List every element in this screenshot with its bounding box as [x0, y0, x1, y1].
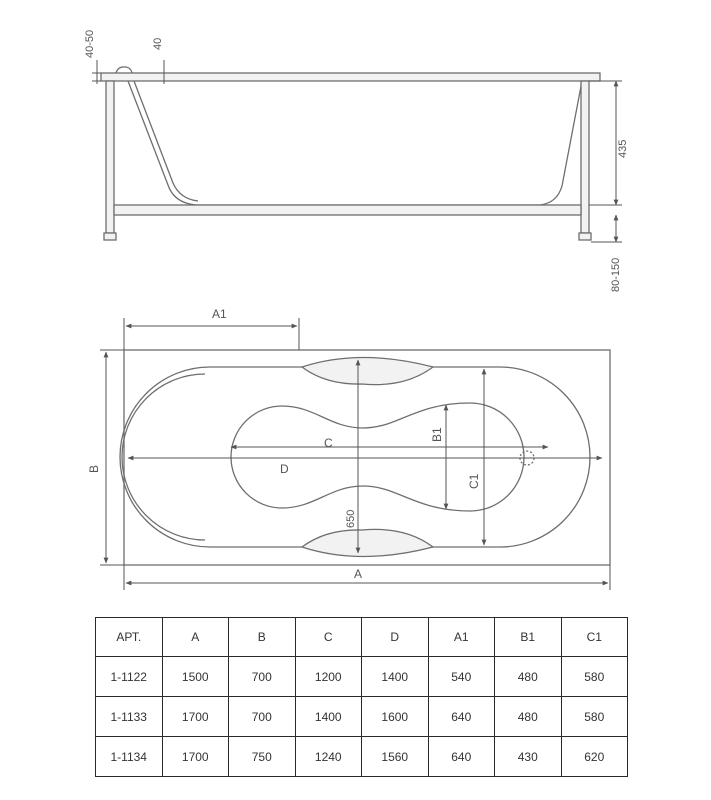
- frame-bar: [114, 205, 581, 215]
- table-cell: 580: [561, 697, 628, 737]
- dim-depth: 435: [617, 139, 629, 158]
- header-cell: A: [162, 618, 229, 657]
- table-cell: 540: [428, 657, 495, 697]
- inner-bottom-contour: [231, 403, 524, 511]
- dim-rim-width: 40: [152, 37, 164, 50]
- header-cell: B1: [495, 618, 562, 657]
- label-b: B: [87, 464, 101, 473]
- header-cell: D: [362, 618, 429, 657]
- table-cell: 1-1134: [96, 737, 163, 777]
- overflow-knob: [116, 67, 132, 73]
- table-header-row: [96, 618, 628, 657]
- side-view: [101, 67, 600, 240]
- tub-rim: [101, 73, 600, 81]
- table-cell: 700: [229, 657, 296, 697]
- table-cell: 430: [495, 737, 562, 777]
- table-cell: 1600: [362, 697, 429, 737]
- tub-basin: [128, 81, 582, 205]
- table-cell: 620: [561, 737, 628, 777]
- table-cell: 640: [428, 737, 495, 777]
- label-650: 650: [345, 509, 357, 528]
- header-cell: A1: [428, 618, 495, 657]
- dim-legs: 80-150: [610, 257, 622, 292]
- table-cell: 480: [495, 697, 562, 737]
- label-b1: B1: [430, 427, 444, 442]
- label-d: D: [280, 462, 289, 476]
- label-c: C: [324, 436, 333, 450]
- left-leg: [106, 81, 114, 233]
- table-cell: 1560: [362, 737, 429, 777]
- header-cell: C1: [561, 618, 628, 657]
- spec-table: [95, 617, 628, 777]
- label-a1: A1: [212, 307, 227, 321]
- right-leg: [581, 81, 589, 233]
- table-cell: 1-1133: [96, 697, 163, 737]
- table-cell: 580: [561, 657, 628, 697]
- header-cell: B: [229, 618, 296, 657]
- table-row: [96, 737, 628, 777]
- dim-rim-height: 40-50: [84, 29, 96, 58]
- table-cell: 1200: [295, 657, 362, 697]
- table-row: [96, 697, 628, 737]
- table-cell: 1240: [295, 737, 362, 777]
- table-cell: 640: [428, 697, 495, 737]
- label-c1: C1: [467, 473, 481, 489]
- header-cell: C: [295, 618, 362, 657]
- table-row: [96, 657, 628, 697]
- table-cell: 750: [229, 737, 296, 777]
- table-cell: 1700: [162, 697, 229, 737]
- header-cell: АРТ.: [96, 618, 163, 657]
- table-cell: 1-1122: [96, 657, 163, 697]
- table-cell: 1400: [362, 657, 429, 697]
- table-cell: 1700: [162, 737, 229, 777]
- armrest-bottom: [302, 529, 433, 556]
- table-cell: 1500: [162, 657, 229, 697]
- table-cell: 700: [229, 697, 296, 737]
- label-a: A: [354, 567, 363, 581]
- table-cell: 1400: [295, 697, 362, 737]
- armrest-top: [302, 358, 433, 385]
- table-cell: 480: [495, 657, 562, 697]
